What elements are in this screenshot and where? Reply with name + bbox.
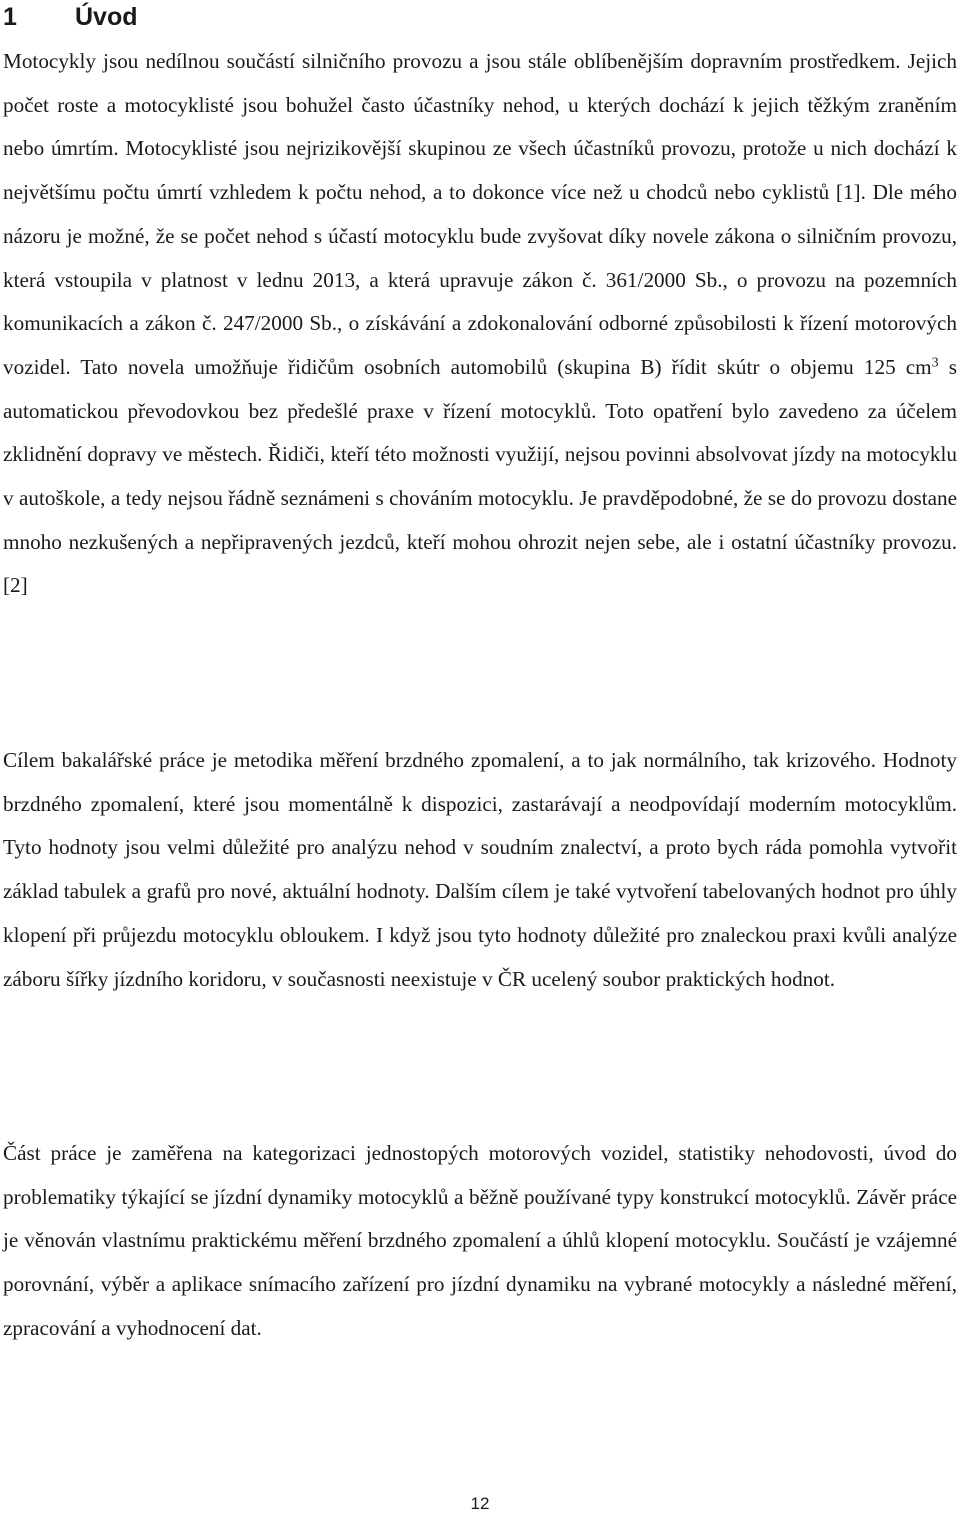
paragraph-goals: Cílem bakalářské práce je metodika měření brzdného zpomalení, a to jak normálního, tak krizového. Hodnoty brzdného zpomalení, které jsou momentálně k dispozici, zastarávají a neodpovídají moderním motocyklům. Tyto hodnoty jsou velmi důležité pro analýzu nehod v soudním znalectví, a proto bych ráda pomohla vytvořit základ tabulek a grafů pro nové, aktuální hodnoty. Dalším cílem je také vytvoření tabelovaných hodnot pro úhly klopení při průjezdu motocyklu obloukem. I když jsou tyto hodnoty důležité pro znaleckou praxi kvůli analýze záboru šířky jízdního koridoru, v současnosti neexistuje v ČR ucelený soubor praktických hodnot. [3,748,957,991]
paragraph-structure: Část práce je zaměřena na kategorizaci jednostopých motorových vozidel, statistiky nehodovosti, úvod do problematiky týkající se jízdní dynamiky motocyklů a běžně používané typy konstrukcí motocyklů. Závěr práce je věnován vlastnímu praktickému měření brzdného zpomalení a úhlů klopení motocyklu. Součástí je vzájemné porovnání, výběr a aplikace snímacího zařízení pro jízdní dynamiku na vybrané motocykly a následné měření, zpracování a vyhodnocení dat. [3,1141,957,1340]
paragraph-intro-text-continued: s automatickou převodovkou bez předešlé praxe v řízení motocyklů. Toto opatření bylo zavedeno za účelem zklidnění dopravy ve městech. Řidiči, kteří této možnosti využijí, nejsou povinni absolvovat jízdy na motocyklu v autoškole, a tedy nejsou řádně seznámeni s chováním motocyklu. Je pravděpodobné, že se do provozu dostane mnoho nezkušených a nepřipravených jezdců, kteří mohou ohrozit nejen sebe, ale i ostatní účastníky provozu. [2] [3,354,958,598]
page-number: 12 [470,1494,490,1513]
superscript-exponent: 3 [931,355,939,371]
paragraph-intro [3,40,957,608]
paragraph-intro-text: Motocykly jsou nedílnou součástí silničního provozu a jsou stále oblíbenějším dopravním prostředkem. Jejich počet roste a motocyklisté jsou bohužel často účastníky nehod, u kterých dochází k jejich těžkým zraněním nebo úmrtím. Motocyklisté jsou nejrizikovější skupinou ze všech účastníků provozu, protože u nich dochází k největšímu počtu úmrtí vzhledem k počtu nehod, a to dokonce více než u chodců nebo cyklistů [1]. Dle mého názoru je možné, že se počet nehod s účastí motocyklu bude zvyšovat díky novele zákona o silničním provozu, která vstoupila v platnost v lednu 2013, a která upravuje zákon č. 361/2000 Sb., o provozu na pozemních komunikacích a zákon č. 247/2000 Sb., o získávání a zdokonalování odborné způsobilosti k řízení motorových vozidel. Tato novela umožňuje řidičům osobních automobilů (skupina B) řídit skútr o objemu 125 cm [3,49,957,379]
chapter-title: Úvod [75,3,138,31]
chapter-heading [3,0,138,34]
chapter-number: 1 [3,3,17,31]
